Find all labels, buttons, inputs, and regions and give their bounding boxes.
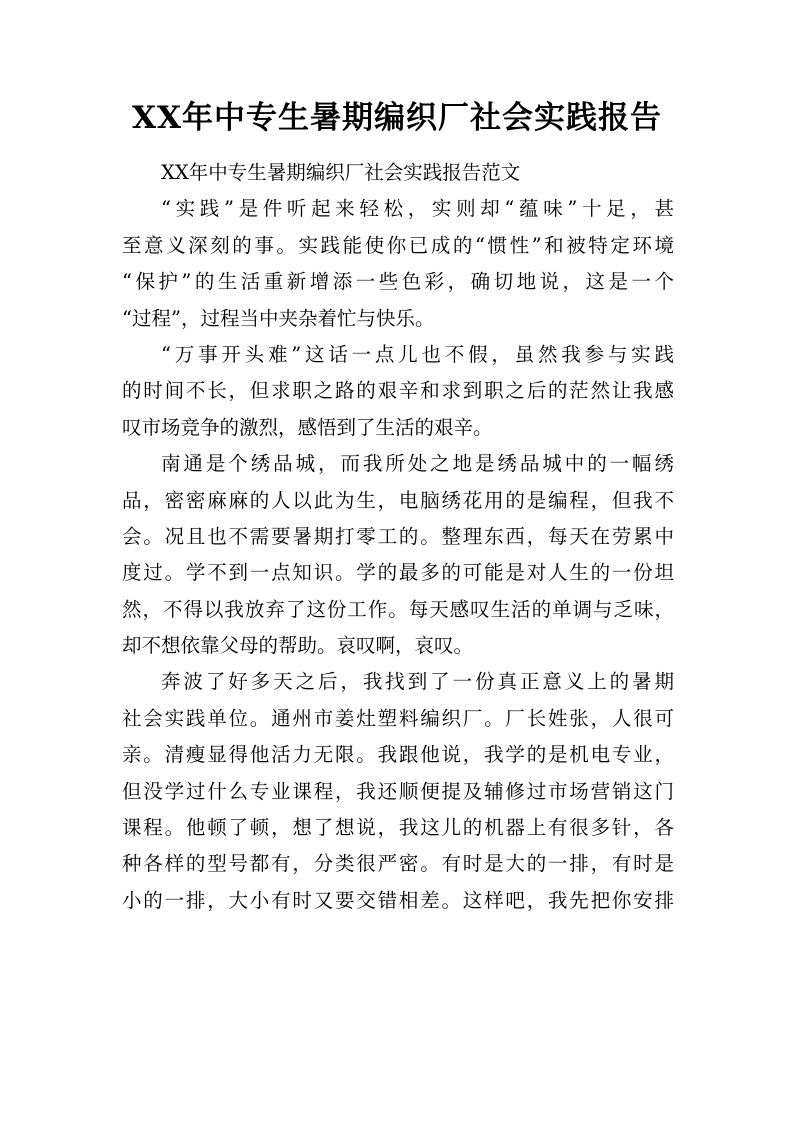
paragraph-line: 叹市场竞争的激烈，感悟到了生活的艰辛。 <box>122 415 493 439</box>
paragraph-line: 小的一排，大小有时又要交错相差。这样吧，我先把你安排 <box>122 888 674 912</box>
paragraph-line: 品，密密麻麻的人以此为生，电脑绣花用的是编程，但我不 <box>122 488 674 512</box>
paragraph-2 <box>122 337 674 446</box>
paragraph-line: 南通是个绣品城，而我所处之地是绣品城中的一幅绣 <box>161 452 674 476</box>
document-subtitle: XX年中专生暑期编织厂社会实践报告范文 <box>161 161 521 184</box>
paragraph-line: 却不想依靠父母的帮助。哀叹啊，哀叹。 <box>122 634 474 658</box>
paragraph-4 <box>122 664 674 919</box>
paragraph-line: “万事开头难”这话一点儿也不假，虽然我参与实践 <box>161 342 674 366</box>
paragraph-line: “实践”是件听起来轻松，实则却“蕴味”十足，甚 <box>161 197 674 221</box>
paragraph-line: 社会实践单位。通州市姜灶塑料编织厂。厂长姓张，人很可 <box>122 706 674 730</box>
document-title: XX年中专生暑期编织厂社会实践报告 <box>131 100 663 136</box>
paragraph-line: 种各样的型号都有，分类很严密。有时是大的一排，有时是 <box>122 852 674 876</box>
paragraph-line: 的时间不长，但求职之路的艰辛和求到职之后的茫然让我感 <box>122 379 674 403</box>
paragraph-line: “过程”，过程当中夹杂着忙与快乐。 <box>122 306 435 330</box>
paragraph-line: 至意义深刻的事。实践能使你已成的“惯性”和被特定环境 <box>122 233 674 257</box>
paragraph-line: 会。况且也不需要暑期打零工的。整理东西，每天在劳累中 <box>122 524 674 548</box>
paragraph-1 <box>122 191 674 337</box>
paragraph-line: 亲。清瘦显得他活力无限。我跟他说，我学的是机电专业， <box>122 743 674 767</box>
paragraph-line: 度过。学不到一点知识。学的最多的可能是对人生的一份坦 <box>122 561 674 585</box>
paragraph-3 <box>122 446 674 664</box>
document-body <box>122 155 674 919</box>
paragraph-line: “保护”的生活重新增添一些色彩，确切地说，这是一个 <box>122 270 674 294</box>
paragraph-line: 然，不得以我放弃了这份工作。每天感叹生活的单调与乏味， <box>122 597 674 621</box>
paragraph-line: 但没学过什么专业课程，我还顺便提及辅修过市场营销这门 <box>122 779 674 803</box>
paragraph-line: 奔波了好多天之后，我找到了一份真正意义上的暑期 <box>161 670 674 694</box>
paragraph-line: 课程。他顿了顿，想了想说，我这儿的机器上有很多针，各 <box>122 816 674 840</box>
